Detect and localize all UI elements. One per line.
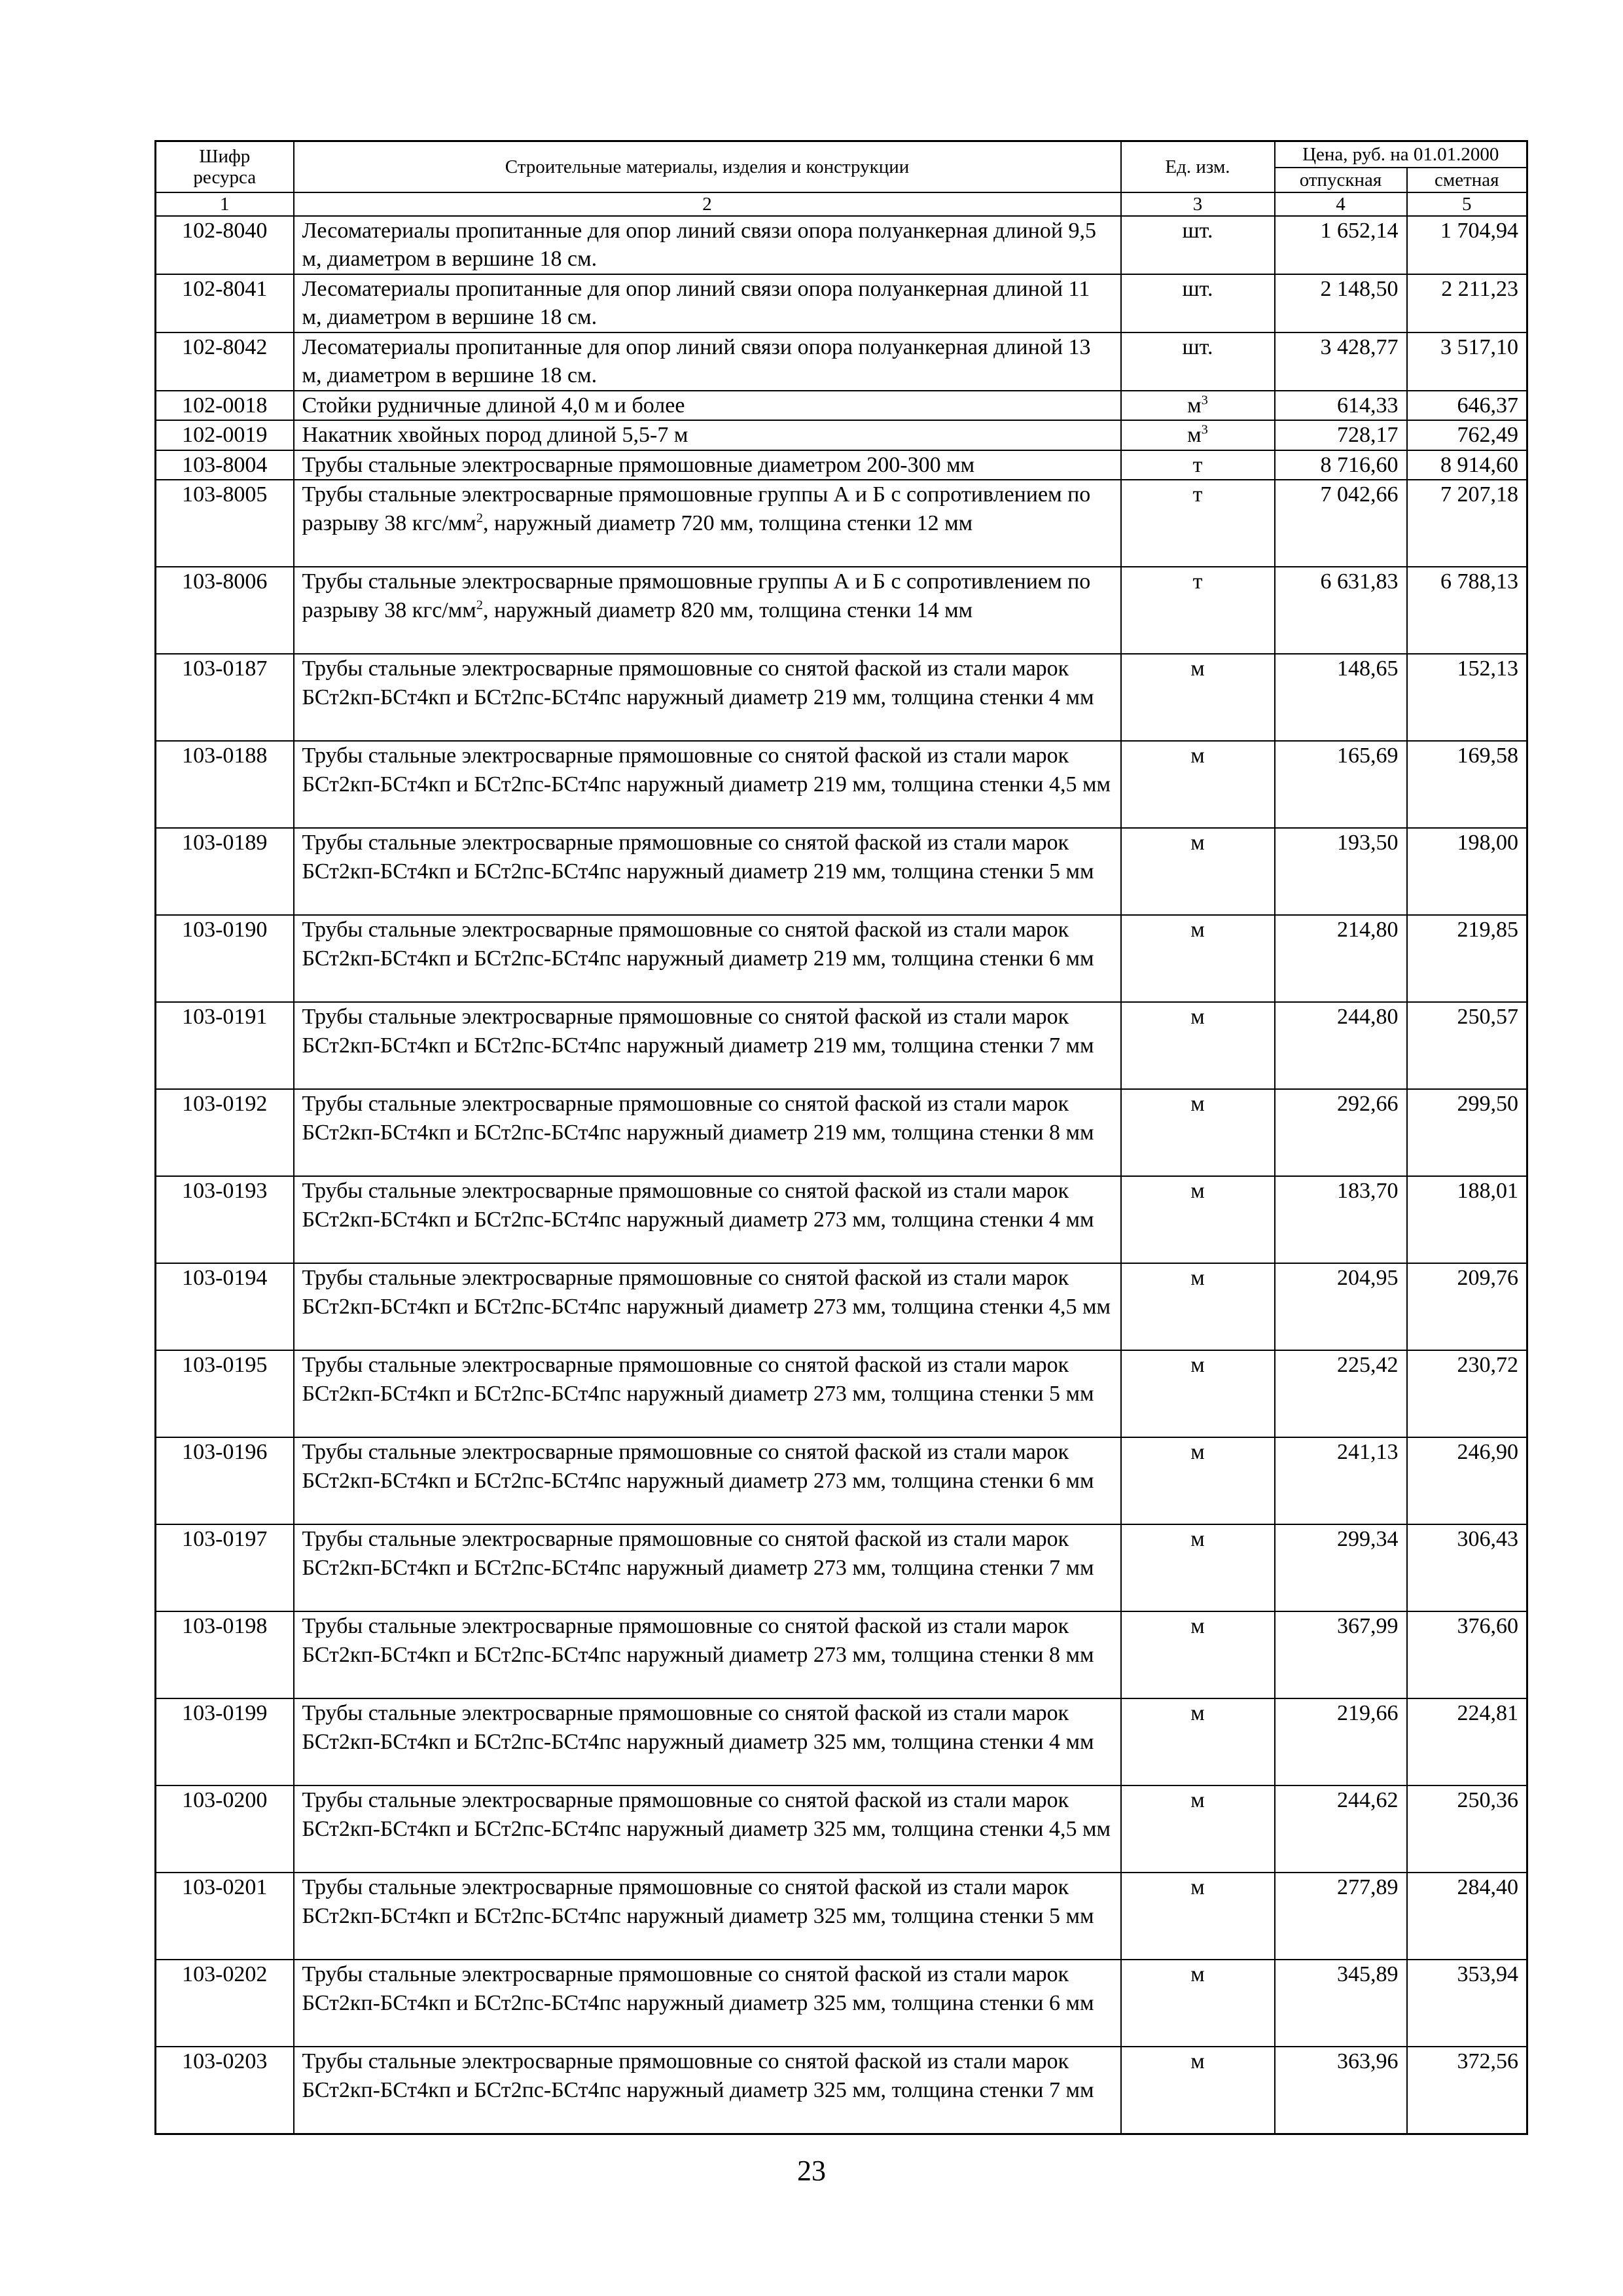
price-estimate: 198,00 (1407, 828, 1527, 915)
price-release: 148,65 (1275, 654, 1407, 741)
resource-code: 103-0194 (156, 1263, 294, 1350)
price-estimate: 6 788,13 (1407, 567, 1527, 654)
price-release: 7 042,66 (1275, 480, 1407, 567)
unit-of-measure: м (1121, 741, 1275, 828)
resource-code: 103-0189 (156, 828, 294, 915)
price-release: 244,80 (1275, 1002, 1407, 1089)
material-name: Трубы стальные электросварные прямошовные со снятой фаской из стали марок БСт2кп-БСт4кп и БСт2пс-БСт4пс наружный диаметр 325 мм, толщина стенки 4 мм (294, 1698, 1121, 1785)
resource-code: 103-0196 (156, 1437, 294, 1524)
price-release: 244,62 (1275, 1785, 1407, 1873)
price-release: 219,66 (1275, 1698, 1407, 1785)
material-name: Накатник хвойных пород длиной 5,5-7 м (294, 420, 1121, 450)
material-name: Трубы стальные электросварные прямошовные со снятой фаской из стали марок БСт2кп-БСт4кп и БСт2пс-БСт4пс наружный диаметр 273 мм, толщина стенки 7 мм (294, 1524, 1121, 1611)
price-estimate: 8 914,60 (1407, 450, 1527, 480)
resource-code: 103-0190 (156, 915, 294, 1002)
price-release: 728,17 (1275, 420, 1407, 450)
unit-base: м (1187, 393, 1202, 418)
price-estimate: 224,81 (1407, 1698, 1527, 1785)
table-row (156, 2047, 1527, 2134)
resource-code: 103-0202 (156, 1960, 294, 2047)
material-name: Трубы стальные электросварные прямошовные со снятой фаской из стали марок БСт2кп-БСт4кп и БСт2пс-БСт4пс наружный диаметр 325 мм, толщина стенки 6 мм (294, 1960, 1121, 2047)
resource-code: 103-0187 (156, 654, 294, 741)
price-estimate: 246,90 (1407, 1437, 1527, 1524)
material-name: Трубы стальные электросварные прямошовные со снятой фаской из стали марок БСт2кп-БСт4кп и БСт2пс-БСт4пс наружный диаметр 273 мм, толщина стенки 5 мм (294, 1350, 1121, 1437)
resource-code: 103-8004 (156, 450, 294, 480)
unit-of-measure: шт. (1121, 332, 1275, 391)
table-row (156, 828, 1527, 915)
price-release: 204,95 (1275, 1263, 1407, 1350)
price-release: 2 148,50 (1275, 274, 1407, 332)
material-name: Трубы стальные электросварные прямошовные со снятой фаской из стали марок БСт2кп-БСт4кп и БСт2пс-БСт4пс наружный диаметр 219 мм, толщина стенки 6 мм (294, 915, 1121, 1002)
material-name: Трубы стальные электросварные прямошовные со снятой фаской из стали марок БСт2кп-БСт4кп и БСт2пс-БСт4пс наружный диаметр 273 мм, толщина стенки 4 мм (294, 1176, 1121, 1263)
price-estimate: 646,37 (1407, 391, 1527, 421)
price-release: 614,33 (1275, 391, 1407, 421)
unit-of-measure: м (1121, 654, 1275, 741)
price-estimate: 209,76 (1407, 1263, 1527, 1350)
unit-of-measure: м (1121, 1611, 1275, 1698)
unit-of-measure (1121, 391, 1275, 421)
price-release: 345,89 (1275, 1960, 1407, 2047)
material-name: Трубы стальные электросварные прямошовные со снятой фаской из стали марок БСт2кп-БСт4кп и БСт2пс-БСт4пс наружный диаметр 325 мм, толщина стенки 5 мм (294, 1873, 1121, 1960)
price-table (154, 140, 1528, 2135)
material-name: Лесоматериалы пропитанные для опор линий связи опора полуанкерная длиной 9,5 м, диаметром в вершине 18 см. (294, 216, 1121, 274)
price-release: 6 631,83 (1275, 567, 1407, 654)
price-estimate: 219,85 (1407, 915, 1527, 1002)
price-estimate: 250,36 (1407, 1785, 1527, 1873)
price-estimate: 376,60 (1407, 1611, 1527, 1698)
table-row (156, 741, 1527, 828)
unit-of-measure: м (1121, 1785, 1275, 1873)
unit-of-measure: м (1121, 828, 1275, 915)
price-release: 8 716,60 (1275, 450, 1407, 480)
material-name: Лесоматериалы пропитанные для опор линий связи опора полуанкерная длиной 11 м, диаметром в вершине 18 см. (294, 274, 1121, 332)
unit-of-measure: т (1121, 567, 1275, 654)
price-estimate: 1 704,94 (1407, 216, 1527, 274)
price-estimate: 188,01 (1407, 1176, 1527, 1263)
header-code-line-2: ресурса (193, 166, 257, 188)
table-body (156, 192, 1527, 2134)
table-row (156, 1089, 1527, 1176)
column-number: 3 (1121, 192, 1275, 216)
price-release: 363,96 (1275, 2047, 1407, 2134)
material-name: Трубы стальные электросварные прямошовные со снятой фаской из стали марок БСт2кп-БСт4кп и БСт2пс-БСт4пс наружный диаметр 273 мм, толщина стенки 4,5 мм (294, 1263, 1121, 1350)
price-estimate: 3 517,10 (1407, 332, 1527, 391)
resource-code: 103-0191 (156, 1002, 294, 1089)
unit-of-measure: м (1121, 1176, 1275, 1263)
unit-of-measure: т (1121, 450, 1275, 480)
table-row (156, 1611, 1527, 1698)
unit-of-measure: м (1121, 1960, 1275, 2047)
header-unit: Ед. изм. (1121, 141, 1275, 192)
table-row (156, 274, 1527, 332)
resource-code: 103-0192 (156, 1089, 294, 1176)
price-estimate: 762,49 (1407, 420, 1527, 450)
material-name: Лесоматериалы пропитанные для опор линий связи опора полуанкерная длиной 13 м, диаметром в вершине 18 см. (294, 332, 1121, 391)
material-name: Трубы стальные электросварные прямошовные со снятой фаской из стали марок БСт2кп-БСт4кп и БСт2пс-БСт4пс наружный диаметр 273 мм, толщина стенки 8 мм (294, 1611, 1121, 1698)
price-estimate: 169,58 (1407, 741, 1527, 828)
material-name: Трубы стальные электросварные прямошовные со снятой фаской из стали марок БСт2кп-БСт4кп и БСт2пс-БСт4пс наружный диаметр 325 мм, толщина стенки 4,5 мм (294, 1785, 1121, 1873)
resource-code: 103-8006 (156, 567, 294, 654)
resource-code: 102-8041 (156, 274, 294, 332)
material-name: Трубы стальные электросварные прямошовные со снятой фаской из стали марок БСт2кп-БСт4кп и БСт2пс-БСт4пс наружный диаметр 219 мм, толщина стенки 5 мм (294, 828, 1121, 915)
price-estimate: 306,43 (1407, 1524, 1527, 1611)
resource-code: 103-0195 (156, 1350, 294, 1437)
table-row (156, 450, 1527, 480)
material-name-part: , наружный диаметр 820 мм, толщина стенки 14 мм (483, 598, 973, 622)
material-name (294, 480, 1121, 567)
material-name: Трубы стальные электросварные прямошовные со снятой фаской из стали марок БСт2кп-БСт4кп и БСт2пс-БСт4пс наружный диаметр 219 мм, толщина стенки 8 мм (294, 1089, 1121, 1176)
resource-code: 103-0188 (156, 741, 294, 828)
unit-of-measure: м (1121, 915, 1275, 1002)
price-release: 165,69 (1275, 741, 1407, 828)
price-estimate: 353,94 (1407, 1960, 1527, 2047)
price-release: 241,13 (1275, 1437, 1407, 1524)
header-name: Строительные материалы, изделия и конструкции (294, 141, 1121, 192)
price-release: 193,50 (1275, 828, 1407, 915)
price-release: 1 652,14 (1275, 216, 1407, 274)
header-price-estimate: сметная (1407, 168, 1527, 192)
material-name-part: Трубы стальные электросварные прямошовные группы А и Б с сопротивлением по разрыву 38 кгс/мм (302, 482, 1091, 535)
resource-code: 102-8042 (156, 332, 294, 391)
material-name (294, 567, 1121, 654)
table-row (156, 654, 1527, 741)
table-row (156, 1002, 1527, 1089)
price-release: 299,34 (1275, 1524, 1407, 1611)
unit-of-measure: м (1121, 1524, 1275, 1611)
price-release: 214,80 (1275, 915, 1407, 1002)
table-row (156, 480, 1527, 567)
price-estimate: 299,50 (1407, 1089, 1527, 1176)
unit-of-measure: шт. (1121, 274, 1275, 332)
unit-of-measure: шт. (1121, 216, 1275, 274)
table-row (156, 1524, 1527, 1611)
table-row (156, 1785, 1527, 1873)
table-row (156, 915, 1527, 1002)
resource-code: 102-0019 (156, 420, 294, 450)
column-number: 2 (294, 192, 1121, 216)
material-name-part: Трубы стальные электросварные прямошовные группы А и Б с сопротивлением по разрыву 38 кгс/мм (302, 569, 1091, 622)
price-release: 225,42 (1275, 1350, 1407, 1437)
price-estimate: 250,57 (1407, 1002, 1527, 1089)
material-name-superscript: 2 (476, 598, 483, 613)
resource-code: 102-8040 (156, 216, 294, 274)
unit-superscript: 3 (1201, 422, 1208, 437)
unit-of-measure: т (1121, 480, 1275, 567)
page-number: 23 (797, 2155, 826, 2187)
unit-of-measure: м (1121, 1698, 1275, 1785)
unit-superscript: 3 (1201, 393, 1208, 408)
table-row (156, 391, 1527, 421)
table-row (156, 332, 1527, 391)
unit-of-measure: м (1121, 1089, 1275, 1176)
unit-base: м (1187, 423, 1202, 447)
price-estimate: 284,40 (1407, 1873, 1527, 1960)
resource-code: 103-0197 (156, 1524, 294, 1611)
price-estimate: 2 211,23 (1407, 274, 1527, 332)
table-row (156, 420, 1527, 450)
price-estimate: 372,56 (1407, 2047, 1527, 2134)
unit-of-measure: м (1121, 1002, 1275, 1089)
material-name: Трубы стальные электросварные прямошовные со снятой фаской из стали марок БСт2кп-БСт4кп и БСт2пс-БСт4пс наружный диаметр 325 мм, толщина стенки 7 мм (294, 2047, 1121, 2134)
price-release: 367,99 (1275, 1611, 1407, 1698)
resource-code: 103-0193 (156, 1176, 294, 1263)
header-price-release: отпускная (1275, 168, 1407, 192)
unit-of-measure: м (1121, 2047, 1275, 2134)
material-name-part: , наружный диаметр 720 мм, толщина стенки 12 мм (483, 511, 973, 535)
table-row (156, 1437, 1527, 1524)
table-row (156, 1960, 1527, 2047)
unit-of-measure: м (1121, 1437, 1275, 1524)
resource-code: 103-0199 (156, 1698, 294, 1785)
resource-code: 103-8005 (156, 480, 294, 567)
price-release: 277,89 (1275, 1873, 1407, 1960)
unit-of-measure: м (1121, 1350, 1275, 1437)
table-row (156, 567, 1527, 654)
column-number: 1 (156, 192, 294, 216)
header-price-group: Цена, руб. на 01.01.2000 (1275, 141, 1527, 168)
material-name: Трубы стальные электросварные прямошовные со снятой фаской из стали марок БСт2кп-БСт4кп и БСт2пс-БСт4пс наружный диаметр 273 мм, толщина стенки 6 мм (294, 1437, 1121, 1524)
price-release: 292,66 (1275, 1089, 1407, 1176)
table-row (156, 1176, 1527, 1263)
price-release: 183,70 (1275, 1176, 1407, 1263)
price-estimate: 230,72 (1407, 1350, 1527, 1437)
material-name-superscript: 2 (476, 511, 483, 526)
price-estimate: 152,13 (1407, 654, 1527, 741)
resource-code: 103-0198 (156, 1611, 294, 1698)
table-row (156, 216, 1527, 274)
table-row (156, 1350, 1527, 1437)
resource-code: 103-0203 (156, 2047, 294, 2134)
column-number: 5 (1407, 192, 1527, 216)
resource-code: 102-0018 (156, 391, 294, 421)
column-numbers-row (156, 192, 1527, 216)
column-number: 4 (1275, 192, 1407, 216)
material-name: Трубы стальные электросварные прямошовные со снятой фаской из стали марок БСт2кп-БСт4кп и БСт2пс-БСт4пс наружный диаметр 219 мм, толщина стенки 7 мм (294, 1002, 1121, 1089)
unit-of-measure (1121, 420, 1275, 450)
material-name: Стойки рудничные длиной 4,0 м и более (294, 391, 1121, 421)
unit-of-measure: м (1121, 1263, 1275, 1350)
table-row (156, 1873, 1527, 1960)
resource-code: 103-0200 (156, 1785, 294, 1873)
resource-code: 103-0201 (156, 1873, 294, 1960)
unit-of-measure: м (1121, 1873, 1275, 1960)
price-estimate: 7 207,18 (1407, 480, 1527, 567)
material-name: Трубы стальные электросварные прямошовные диаметром 200-300 мм (294, 450, 1121, 480)
table-row (156, 1263, 1527, 1350)
material-name: Трубы стальные электросварные прямошовные со снятой фаской из стали марок БСт2кп-БСт4кп и БСт2пс-БСт4пс наружный диаметр 219 мм, толщина стенки 4 мм (294, 654, 1121, 741)
header-code-line-1: Шифр (199, 145, 251, 167)
header-code (156, 141, 294, 192)
table-row (156, 1698, 1527, 1785)
material-name: Трубы стальные электросварные прямошовные со снятой фаской из стали марок БСт2кп-БСт4кп и БСт2пс-БСт4пс наружный диаметр 219 мм, толщина стенки 4,5 мм (294, 741, 1121, 828)
price-release: 3 428,77 (1275, 332, 1407, 391)
